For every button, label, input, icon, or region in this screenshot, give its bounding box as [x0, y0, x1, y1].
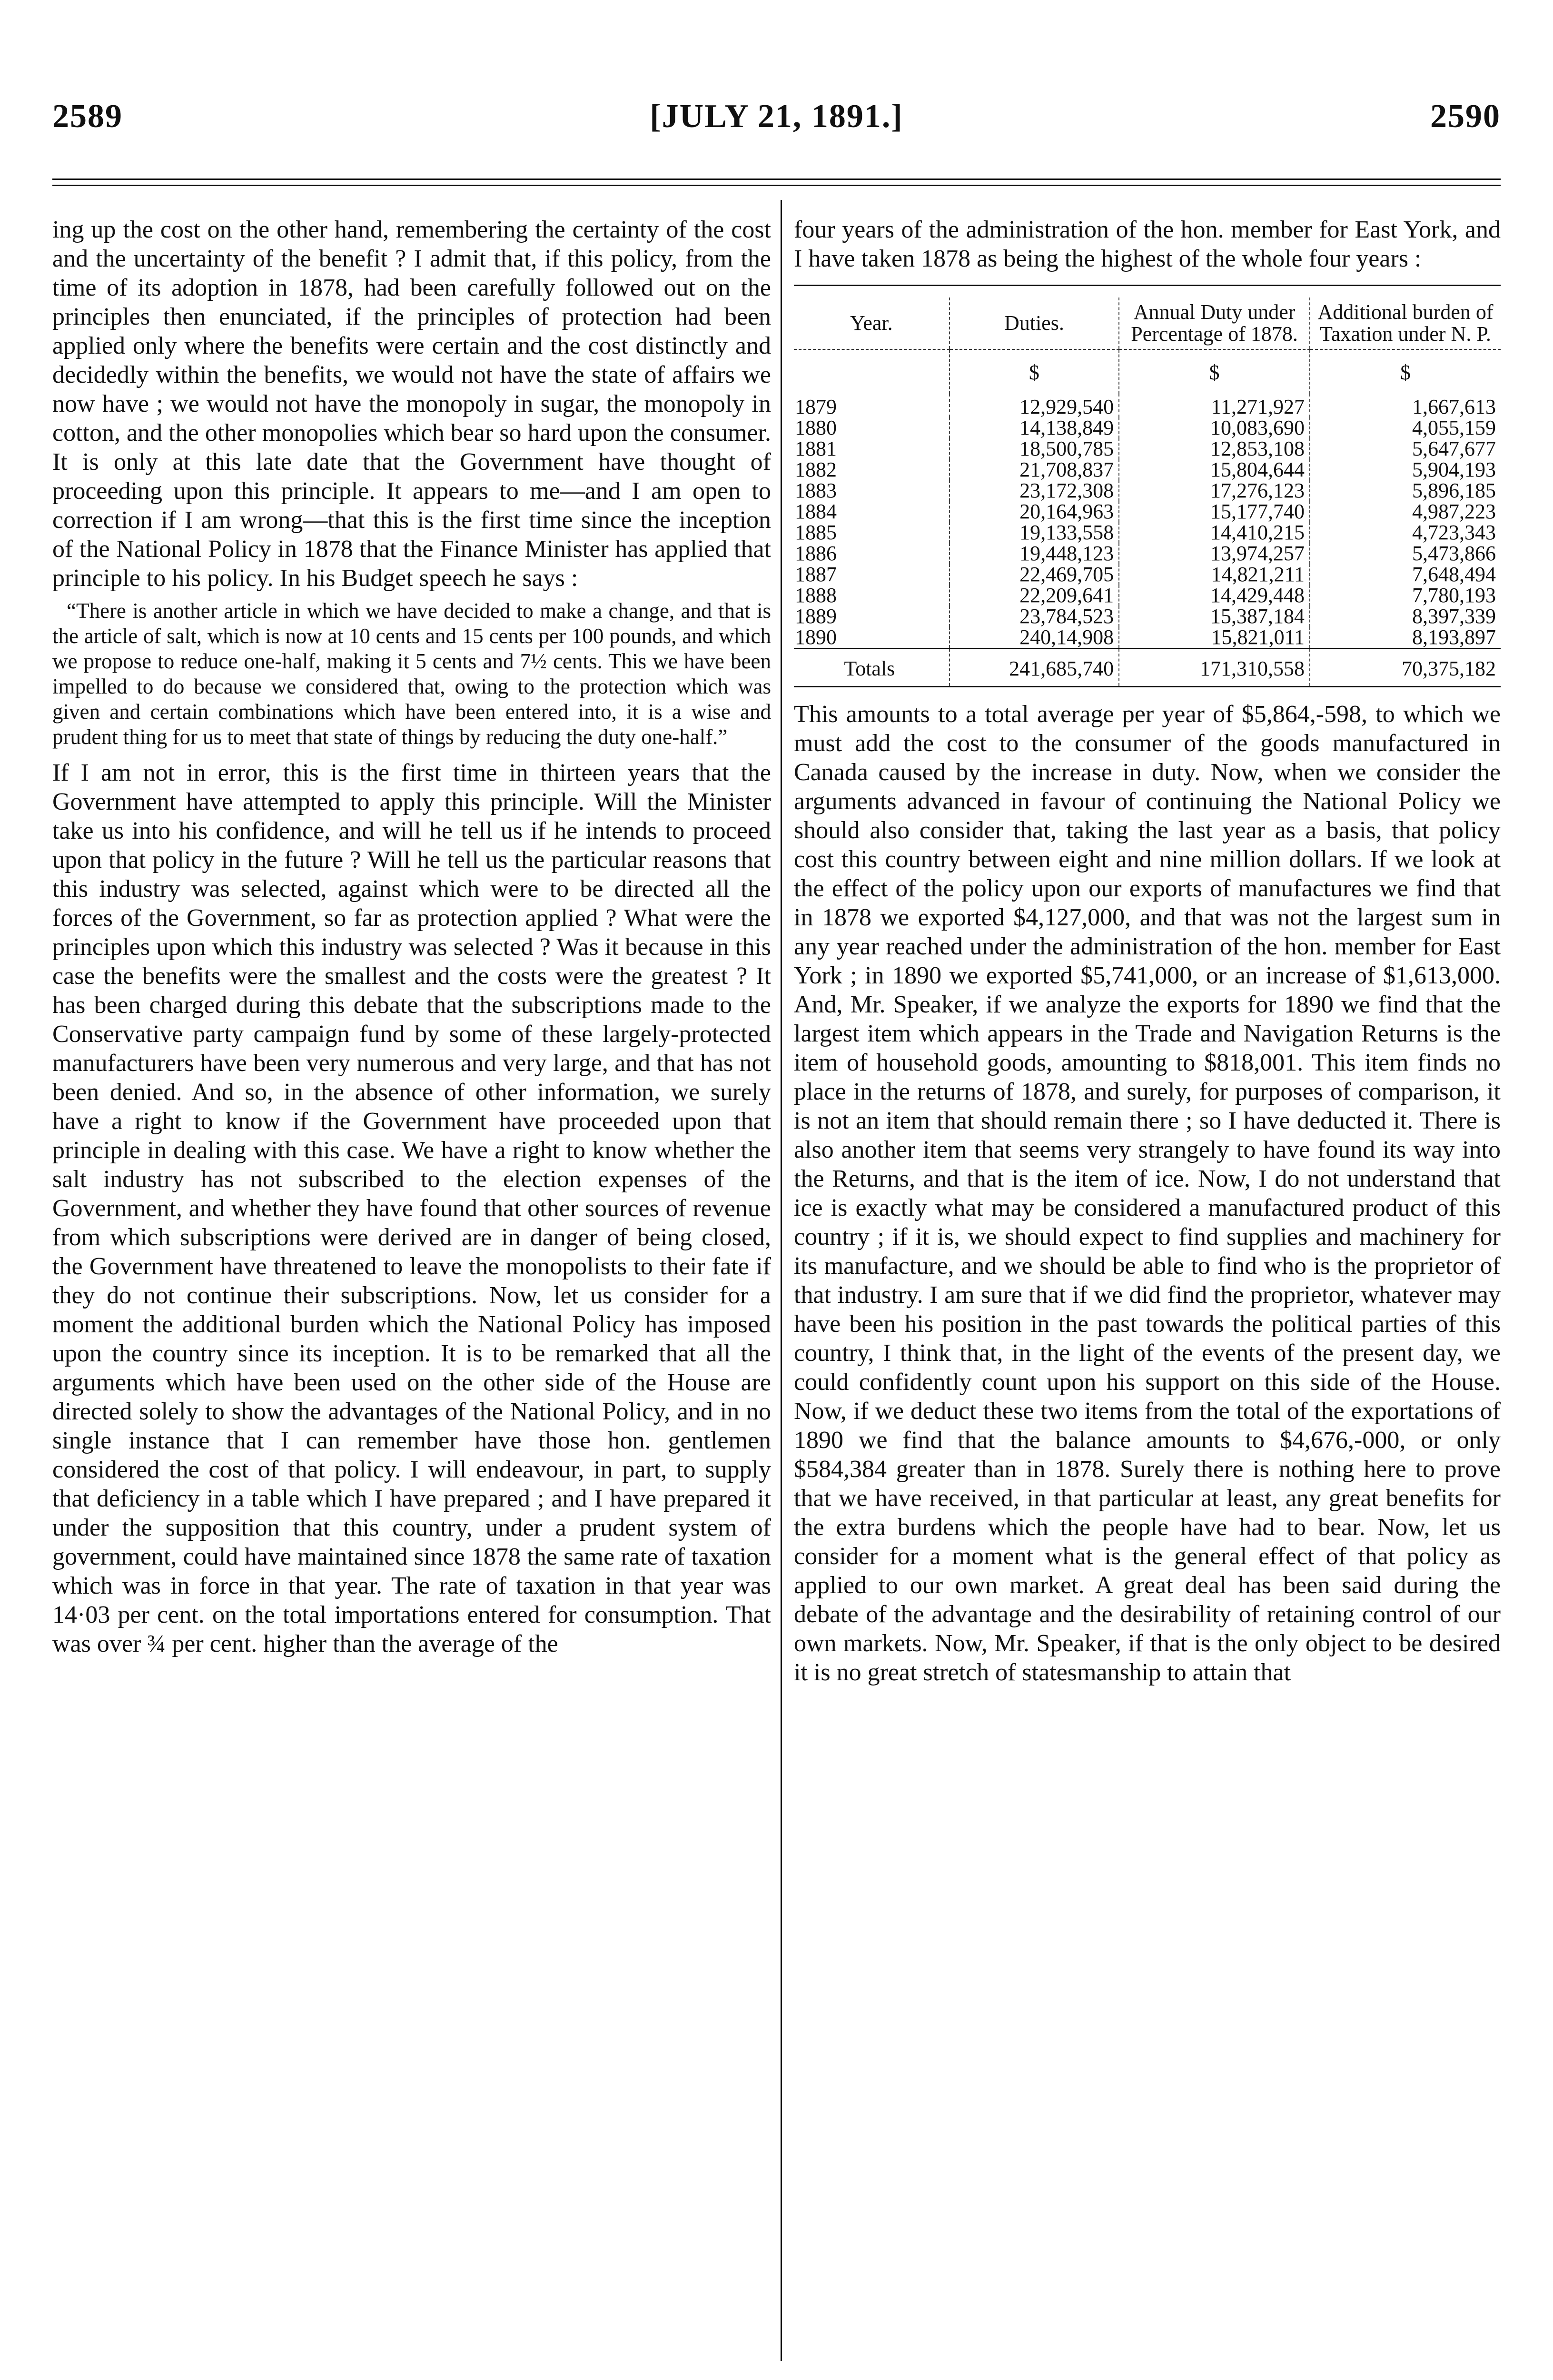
col-header-additional-burden: Additional burden of Taxation under N. P.: [1310, 298, 1501, 349]
amount-cell: 10,083,690: [1119, 417, 1310, 438]
table-row: [794, 417, 1501, 438]
amount-cell: 1,667,613: [1310, 394, 1501, 417]
year-cell: 1884: [795, 500, 837, 523]
amount-cell: 15,177,740: [1119, 501, 1310, 522]
amount-cell: 4,987,223: [1310, 501, 1501, 522]
table-row: [794, 394, 1501, 417]
unit-cell: $: [1310, 349, 1501, 394]
col-header-duties: Duties.: [950, 298, 1119, 349]
totals-label: Totals: [794, 648, 950, 686]
units-row: [794, 349, 1501, 394]
amount-cell: 22,469,705: [950, 564, 1119, 585]
left-page-number: 2589: [52, 98, 123, 135]
amount-cell: 15,387,184: [1119, 606, 1310, 627]
year-cell: 1882: [795, 458, 837, 481]
header-rule-double: [52, 185, 1501, 186]
amount-cell: 12,853,108: [1119, 438, 1310, 459]
column-divider: [781, 200, 782, 2361]
table-row: [794, 480, 1501, 501]
amount-cell: 17,276,123: [1119, 480, 1310, 501]
amount-cell: 5,896,185: [1310, 480, 1501, 501]
amount-cell: 240,14,908: [950, 627, 1119, 648]
unit-cell: [794, 349, 950, 394]
amount-cell: 22,209,641: [950, 585, 1119, 606]
budget-speech-quote: “There is another article in which we have decided to make a change, and that is the article of salt, which is now at 10 cents and 15 cents per 100 pounds, and which we propose to reduce one-half, making it 5 cents and 7½ cents. This we have been impelled to do because we considered that, owing to the protection which was given and certain combinations which have been entered into, it is a wise and prudent thing for us to meet that state of things by reducing the duty one-half.”: [52, 599, 771, 749]
left-paragraph-1: ing up the cost on the other hand, remembering the certainty of the cost and the uncertainty of the benefit ? I admit that, if this policy, from the time of its adoption in 1878, had been carefully followed out on the principles then enunciated, if the principles of protection had been applied only where the benefits were certain and the cost distinctly and decidedly within the benefits, we would not have the state of affairs we now have ; we would not have the monopoly in sugar, the monopoly in cotton, and the other monopolies which bear so hard upon the consumer. It is only at this late date that the Government have thought of proceeding upon this principle. It appears to me—and I am open to correction if I am wrong—that this is the first time since the inception of the National Policy in 1878 that the Finance Minister has applied that principle to his policy. In his Budget speech he says :: [52, 216, 771, 592]
year-cell: 1880: [795, 416, 837, 439]
amount-cell: 15,804,644: [1119, 459, 1310, 480]
amount-cell: 14,821,211: [1119, 564, 1310, 585]
right-page-number: 2590: [1430, 98, 1501, 135]
right-paragraph: This amounts to a total average per year of $5,864,-598, to which we must add the cost to the consumer of the goods manufactured in Canada caused by the increase in duty. Now, when we consider the arguments advanced in favour of continuing the National Policy we should also consider that, taking the last year as a basis, that policy cost this country between eight and nine million dollars. If we look at the effect of the policy upon our exports of manufactures we find that in 1878 we exported $4,127,000, and that was not the largest sum in any year reached under the administration of the hon. member for East York ; in 1890 we exported $5,741,000, or an increase of $1,613,000. And, Mr. Speaker, if we analyze the exports for 1890 we find that the largest item which appears in the Trade and Navigation Returns is the item of household goods, amounting to $818,001. This item finds no place in the returns of 1878, and surely, for purposes of comparison, it is not an item that should remain there ; so I have deducted it. There is also another item that seems very strangely to have found its way into the Returns, and that is the item of ice. Now, I do not understand that ice is exactly what may be considered a manufactured product of this country ; if it is, we should expect to find supplies and machinery for its manufacture, and we should be able to find who is the proprietor of that industry. I am sure that if we did find the proprietor, whatever may have been his position in the past towards the political parties of this country, I think that, in the light of the events of the present day, we could confidently count upon his support on this side of the House. Now, if we deduct these two items from the total of the exportations of 1890 we find that the balance amounts to $4,676,-000, or only $584,384 greater than in 1878. Surely there is nothing here to prove that we have received, in that particular at least, any great benefits for the extra burdens which the people have had to bear. Now, let us consider for a moment what is the general effect of that policy as applied to our own market. A great deal has been said during the debate of the advantage and the desirability of retaining control of our own markets. Now, Mr. Speaker, if that is the only object to be desired it is no great stretch of statesmanship to attain that: [794, 701, 1501, 1686]
amount-cell: 18,500,785: [950, 438, 1119, 459]
year-cell: 1888: [795, 584, 837, 607]
right-column: [794, 215, 1501, 1687]
amount-cell: 14,138,849: [950, 417, 1119, 438]
amount-cell: 7,648,494: [1310, 564, 1501, 585]
amount-cell: 4,723,343: [1310, 522, 1501, 543]
amount-cell: 23,784,523: [950, 606, 1119, 627]
table-row: [794, 459, 1501, 480]
table-row: [794, 606, 1501, 627]
year-cell: 1890: [795, 625, 837, 649]
year-cell: 1889: [795, 605, 837, 628]
unit-cell: $: [1119, 349, 1310, 394]
year-cell: 1887: [795, 563, 837, 586]
right-intro: four years of the administration of the hon. member for East York, and I have taken 1878 as being the highest of the whole four years :: [794, 216, 1501, 272]
table-row: [794, 522, 1501, 543]
table-row: [794, 585, 1501, 606]
left-paragraph-2: If I am not in error, this is the first time in thirteen years that the Government have attempted to apply this principle. Will the Minister take us into his confidence, and will he tell us if he intends to proceed upon that policy in the future ? Will he tell us the particular reasons that this industry was selected, against which were to be directed all the forces of the Government, so far as protection applied ? What were the principles upon which this industry was selected ? Was it because in this case the benefits were the smallest and the costs were the greatest ? It has been charged during this debate that the subscriptions made to the Conservative party campaign fund by some of these largely-protected manufacturers have been very numerous and very large, and that has not been denied. And so, in the absence of other information, we surely have a right to know if the Government have proceeded upon that principle in dealing with this case. We have a right to know whether the salt industry has not subscribed to the election expenses of the Government, and whether they have found that other sources of revenue from which subscriptions were derived are in danger of being closed, the Government have threatened to leave the monopolists to their fate if they do not continue their subscriptions. Now, let us consider for a moment the additional burden which the National Policy has imposed upon the country since its inception. It is to be remarked that all the arguments which have been used on the other side of the House are directed solely to show the advantages of the National Policy, and in no single instance that I can remember have those hon. gentlemen considered the cost of that policy. I will endeavour, in part, to supply that deficiency in a table which I have prepared ; and I have prepared it under the supposition that this country, under a prudent system of government, could have maintained since 1878 the same rate of taxation which was in force in that year. The rate of taxation in that year was 14·03 per cent. on the total importations entered for consumption. That was over ¾ per cent. higher than the average of the: [52, 759, 771, 1657]
page-header: [52, 98, 1501, 140]
year-cell: 1879: [795, 395, 837, 418]
year-cell: 1881: [795, 437, 837, 460]
amount-cell: 13,974,257: [1119, 543, 1310, 564]
amount-cell: 7,780,193: [1310, 585, 1501, 606]
col-header-annual-duty: Annual Duty under Percentage of 1878.: [1119, 298, 1310, 349]
year-cell: 1885: [795, 521, 837, 544]
totals-row: [794, 648, 1501, 686]
col-header-year: Year.: [794, 298, 950, 349]
taxation-table: [794, 298, 1501, 686]
amount-cell: 12,929,540: [950, 394, 1119, 417]
amount-cell: 5,647,677: [1310, 438, 1501, 459]
header-rule: [52, 178, 1501, 180]
amount-cell: 8,397,339: [1310, 606, 1501, 627]
total-cell: 241,685,740: [950, 648, 1119, 686]
unit-cell: $: [950, 349, 1119, 394]
total-cell: 70,375,182: [1310, 648, 1501, 686]
table-body: [794, 349, 1501, 686]
amount-cell: 14,429,448: [1119, 585, 1310, 606]
table-row: [794, 501, 1501, 522]
year-cell: 1883: [795, 479, 837, 502]
header-date: [JULY 21, 1891.]: [650, 98, 903, 135]
table-top-rule: [794, 285, 1501, 286]
amount-cell: 5,904,193: [1310, 459, 1501, 480]
table-header-row: [794, 298, 1501, 349]
table-row: [794, 564, 1501, 585]
amount-cell: 19,133,558: [950, 522, 1119, 543]
table-row: [794, 438, 1501, 459]
amount-cell: 15,821,011: [1119, 627, 1310, 648]
amount-cell: 14,410,215: [1119, 522, 1310, 543]
table-row: [794, 627, 1501, 648]
amount-cell: 8,193,897: [1310, 627, 1501, 648]
amount-cell: 21,708,837: [950, 459, 1119, 480]
amount-cell: 23,172,308: [950, 480, 1119, 501]
table-bottom-rule: [794, 686, 1501, 687]
total-cell: 171,310,558: [1119, 648, 1310, 686]
amount-cell: 20,164,963: [950, 501, 1119, 522]
amount-cell: 11,271,927: [1119, 394, 1310, 417]
amount-cell: 5,473,866: [1310, 543, 1501, 564]
table-row: [794, 543, 1501, 564]
year-cell: 1886: [795, 542, 837, 565]
amount-cell: 19,448,123: [950, 543, 1119, 564]
left-column: [52, 215, 771, 1658]
amount-cell: 4,055,159: [1310, 417, 1501, 438]
